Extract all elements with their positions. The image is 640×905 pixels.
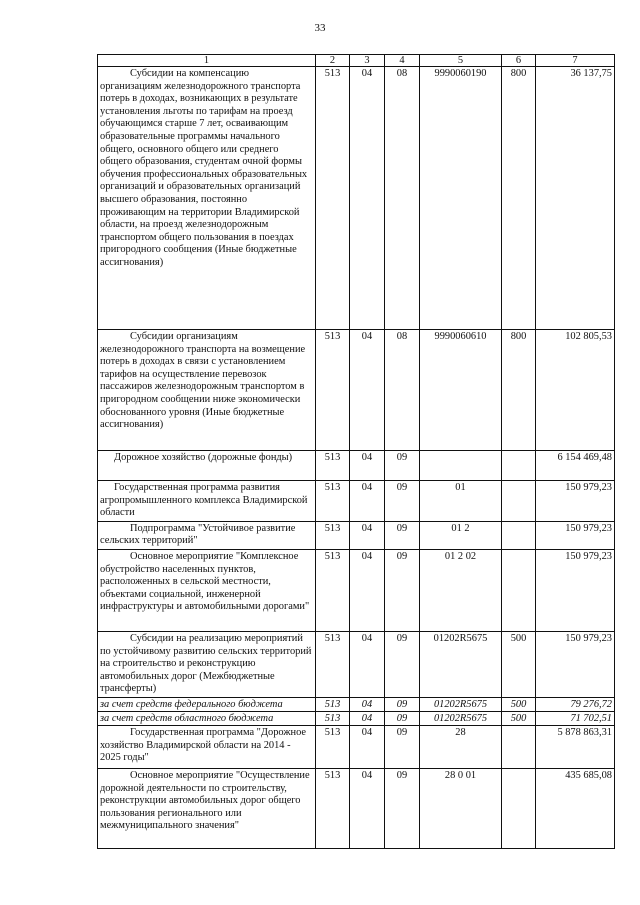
cell-item: 09 xyxy=(385,481,420,522)
table-row xyxy=(98,451,615,481)
table-row xyxy=(98,697,615,711)
cell-section: 513 xyxy=(316,697,350,711)
cell-expense-type: 500 xyxy=(502,711,536,725)
cell-amount: 150 979,23 xyxy=(536,481,615,522)
cell-item: 09 xyxy=(385,631,420,697)
table-row xyxy=(98,330,615,451)
cell-section: 513 xyxy=(316,521,350,549)
cell-amount: 150 979,23 xyxy=(536,521,615,549)
column-header: 2 xyxy=(316,55,350,67)
cell-amount: 150 979,23 xyxy=(536,549,615,631)
row-description: Государственная программа развития агропромышленного комплекса Владимирской области xyxy=(98,481,316,522)
cell-expense-type xyxy=(502,481,536,522)
column-header: 1 xyxy=(98,55,316,67)
cell-subsection: 04 xyxy=(350,67,385,330)
cell-subsection: 04 xyxy=(350,697,385,711)
cell-expense-type: 800 xyxy=(502,330,536,451)
cell-subsection: 04 xyxy=(350,330,385,451)
cell-subsection: 04 xyxy=(350,549,385,631)
cell-target-code: 9990060190 xyxy=(420,67,502,330)
cell-subsection: 04 xyxy=(350,521,385,549)
cell-subsection: 04 xyxy=(350,631,385,697)
cell-expense-type xyxy=(502,521,536,549)
cell-expense-type xyxy=(502,451,536,481)
cell-item: 09 xyxy=(385,549,420,631)
row-description: Субсидии на реализацию мероприятий по устойчивому развитию сельских территорий на строительство и реконструкцию автомобильных дорог (Межбюджетные трансферты) xyxy=(98,631,316,697)
cell-amount: 71 702,51 xyxy=(536,711,615,725)
cell-amount: 5 878 863,31 xyxy=(536,725,615,768)
column-header: 5 xyxy=(420,55,502,67)
table-row xyxy=(98,481,615,522)
page-number: 33 xyxy=(314,22,326,34)
cell-target-code: 01 xyxy=(420,481,502,522)
cell-item: 09 xyxy=(385,768,420,848)
cell-expense-type xyxy=(502,549,536,631)
table-row xyxy=(98,768,615,848)
row-description: Подпрограмма "Устойчивое развитие сельских территорий" xyxy=(98,521,316,549)
header-row xyxy=(98,55,615,67)
column-header: 3 xyxy=(350,55,385,67)
cell-item: 09 xyxy=(385,521,420,549)
cell-subsection: 04 xyxy=(350,768,385,848)
cell-amount: 102 805,53 xyxy=(536,330,615,451)
cell-target-code: 01202R5675 xyxy=(420,697,502,711)
cell-item: 09 xyxy=(385,697,420,711)
cell-target-code: 01202R5675 xyxy=(420,711,502,725)
cell-amount: 79 276,72 xyxy=(536,697,615,711)
row-description: за счет средств областного бюджета xyxy=(98,711,316,725)
cell-target-code xyxy=(420,451,502,481)
cell-item: 08 xyxy=(385,330,420,451)
cell-item: 09 xyxy=(385,711,420,725)
cell-section: 513 xyxy=(316,725,350,768)
cell-section: 513 xyxy=(316,631,350,697)
budget-table xyxy=(97,54,615,849)
cell-amount: 435 685,08 xyxy=(536,768,615,848)
cell-subsection: 04 xyxy=(350,451,385,481)
cell-target-code: 01 2 xyxy=(420,521,502,549)
cell-subsection: 04 xyxy=(350,711,385,725)
cell-target-code: 01202R5675 xyxy=(420,631,502,697)
cell-item: 08 xyxy=(385,67,420,330)
cell-item: 09 xyxy=(385,725,420,768)
cell-target-code: 9990060610 xyxy=(420,330,502,451)
row-description: Основное мероприятие "Комплексное обустройство населенных пунктов, расположенных в сельской местности, объектами социальной, инженерной инфраструктуры и автомобильными дорогами" xyxy=(98,549,316,631)
cell-section: 513 xyxy=(316,451,350,481)
cell-expense-type xyxy=(502,768,536,848)
cell-subsection: 04 xyxy=(350,481,385,522)
cell-subsection: 04 xyxy=(350,725,385,768)
cell-target-code: 28 xyxy=(420,725,502,768)
row-description: Дорожное хозяйство (дорожные фонды) xyxy=(98,451,316,481)
cell-section: 513 xyxy=(316,481,350,522)
column-header: 7 xyxy=(536,55,615,67)
column-header: 4 xyxy=(385,55,420,67)
cell-item: 09 xyxy=(385,451,420,481)
row-description: Государственная программа "Дорожное хозяйство Владимирской области на 2014 - 2025 годы" xyxy=(98,725,316,768)
row-description: Субсидии организациям железнодорожного транспорта на возмещение потерь в доходах в связи с установлением тарифов на осуществление перевозок пассажиров железнодорожным транспортом в пригородном сообщении ниже экономически обоснованного уровня (Иные бюджетные ассигнования) xyxy=(98,330,316,451)
cell-section: 513 xyxy=(316,711,350,725)
cell-section: 513 xyxy=(316,549,350,631)
cell-amount: 36 137,75 xyxy=(536,67,615,330)
table-row xyxy=(98,67,615,330)
cell-target-code: 01 2 02 xyxy=(420,549,502,631)
cell-expense-type: 800 xyxy=(502,67,536,330)
row-description: Основное мероприятие "Осуществление дорожной деятельности по строительству, реконструкции автомобильных дорог общего пользования регионального или межмуниципального значения" xyxy=(98,768,316,848)
cell-section: 513 xyxy=(316,768,350,848)
cell-expense-type: 500 xyxy=(502,631,536,697)
cell-amount: 150 979,23 xyxy=(536,631,615,697)
table-row xyxy=(98,725,615,768)
cell-expense-type: 500 xyxy=(502,697,536,711)
table-row xyxy=(98,521,615,549)
cell-section: 513 xyxy=(316,330,350,451)
row-description: Субсидии на компенсацию организациям железнодорожного транспорта потерь в доходах, возникающих в результате установления льготы по тарифам на проезд обучающимся старше 7 лет, осваивающим образовательные программы начального общего, основного общего или среднего общего образования, студентам очной формы обучения профессиональных образовательных организаций и образовательных организаций высшего образования, постоянно проживающим на территории Владимирской области, на проезд железнодорожным транспортом общего пользования в поездах пригородного сообщения (Иные бюджетные ассигнования) xyxy=(98,67,316,330)
row-description: за счет средств федерального бюджета xyxy=(98,697,316,711)
column-header: 6 xyxy=(502,55,536,67)
table-row xyxy=(98,711,615,725)
cell-expense-type xyxy=(502,725,536,768)
table-row xyxy=(98,549,615,631)
table-row xyxy=(98,631,615,697)
cell-section: 513 xyxy=(316,67,350,330)
cell-amount: 6 154 469,48 xyxy=(536,451,615,481)
cell-target-code: 28 0 01 xyxy=(420,768,502,848)
